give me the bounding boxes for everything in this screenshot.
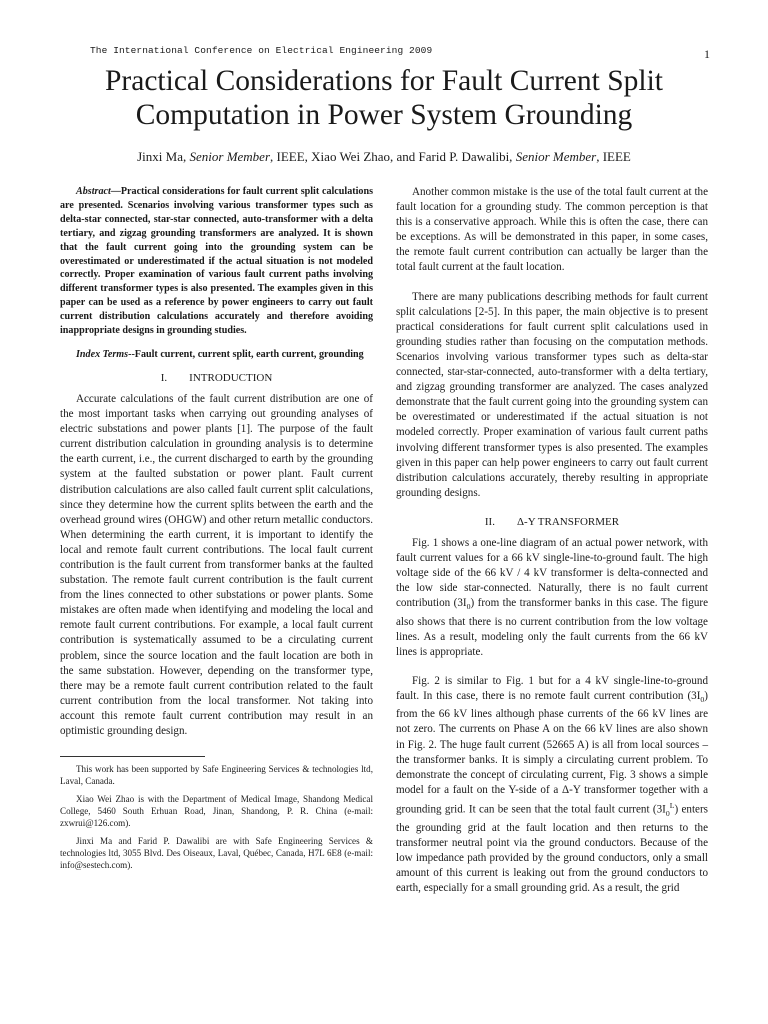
intro-paragraph: Accurate calculations of the fault current distribution are one of the most important tasks when carrying out grounding analyses of electric substations and power plants [1]. The purpose of the fault current distribution calculation in grounding analysis is to determine the earth current, i.e., the current discharged to earth by the grounding system at the faulted substation or power plant. Fault current distribution calculations are also called fault current split calculations, since they determine how the current splits between the earth and the overhead ground wires (OHGW) and other return metallic conductors. When determining the earth current, it is important to identify the local and remote fault current contributions. The local fault current contribution is the fault current from transformer banks at the faulted substation. The remote fault current contribution is the fault current from the lines connected to other substations or power plants. Some mistakes are often made when identifying and modeling the local and remote fault current contributions. For example, a local fault current contribution is systematically assumed to be a circulating current problem, since the source location and the fault location are both in the same substation. However, depending on the transformer type, there may be a remote fault current contribution related to the fault current contribution from the local transformer. Not taking into account this remote fault current contribution may result in an optimistic grounding design.	[60, 392, 373, 738]
subscript: 0	[466, 602, 471, 612]
footnote-author-zhao: Xiao Wei Zhao is with the Department of Medical Image, Shandong Medical College, 5460 South Erhuan Road, Jinan, Shandong, P. R. China (e-mail: zxwrui@126.com).	[60, 794, 373, 829]
section-heading-delta-y	[396, 515, 708, 530]
abstract-lead: Abstract	[76, 186, 111, 197]
index-terms-lead: Index Terms	[76, 348, 129, 360]
abstract	[60, 185, 373, 338]
footnote-rule	[60, 756, 205, 757]
author-3-org: , IEEE	[596, 149, 631, 164]
author-1-org: , IEEE	[270, 149, 305, 164]
body-paragraph	[396, 536, 708, 660]
section-number: II.	[484, 515, 495, 528]
page-number: 1	[704, 47, 710, 61]
section-title: Δ-Y TRANSFORMER	[516, 515, 620, 528]
body-paragraph: There are many publications describing methods for fault current split calculations [2-5]. In this paper, the main objective is to present practical considerations for fault current split calculations used in grounding studies rather than focusing on the computation methods. Scenarios involving various transformer types such as delta-star connected, star-star-connected, auto-transformer with a delta tertiary, and zigzag grounding transformer are analyzed. The cases analyzed demonstrate that the fault current going into the grounding system can be overestimated or underestimated if the actual situation is not modeled correctly. Proper examination of various fault current paths involving different transformer types is also presented. The examples given in this paper can help power engineers to carry out fault current distribution calculations accurately, thereby resulting in appropriate grounding designs.	[396, 290, 708, 499]
paper-title	[40, 64, 728, 132]
footnote-author-ma-dawalibi: Jinxi Ma and Farid P. Dawalibi are with Safe Engineering Services & technologies ltd, 3055 Blvd. Des Oiseaux, Laval, Québec, Canada, H7L 6E8 (e-mail: info@sestech.com).	[60, 836, 373, 871]
right-column	[396, 185, 708, 896]
conference-name: The International Conference on Electrical Engineering 2009	[90, 45, 433, 56]
section-heading-introduction	[60, 371, 373, 386]
index-terms-text: --Fault current, current split, earth current, grounding	[128, 348, 364, 360]
text-run: ) from the 66 kV lines although phase currents of the 66 kV lines are not zero. The currents on Phase A on the 66 kV lines are also shown in Fig. 2. The huge fault current (52665 A) is all from local sources – the transformer banks. It is simply a circulating current problem. To demonstrate the concept of circulating current, Fig. 3 shows a simple model for a fault on the Y-side of a Δ-Y transformer together with a grounding grid. It can be seen that the total fault current (3I	[396, 690, 708, 816]
author-others: , Xiao Wei Zhao, and Farid P. Dawalibi,	[304, 149, 516, 164]
section-title: INTRODUCTION	[189, 371, 273, 384]
superscript: L	[669, 800, 675, 810]
title-line-2: Computation in Power System Grounding	[135, 99, 633, 131]
author-3-grade: Senior Member	[515, 149, 597, 164]
text-run: Fig. 1 shows a one-line diagram of an actual power network, with fault current values for a 66 kV single-line-to-ground fault. The high voltage side of the 66 kV / 4 kV transformer is delta-connected and the low side star-connected. Naturally, there is no fault current contribution (3I	[396, 536, 708, 610]
text-run: Fig. 2 is similar to Fig. 1 but for a 4 kV single-line-to-ground fault. In this case, there is no remote fault current contribution (3I	[396, 674, 708, 703]
author-1-grade: Senior Member	[189, 149, 271, 164]
subscript: 0	[700, 695, 705, 705]
index-terms	[60, 348, 373, 362]
section-number: I.	[160, 371, 168, 384]
author-1: Jinxi Ma,	[137, 149, 190, 164]
running-header	[90, 45, 710, 61]
title-line-1: Practical Considerations for Fault Current Split	[105, 65, 663, 97]
body-paragraph: Another common mistake is the use of the total fault current at the fault location for a grounding study. The common perception is that this is a conservative approach. While this is often the case, there can be exceptions. As will be demonstrated in this paper, in some cases, the remote fault current contribution can actually be larger than the total fault current at the fault location.	[396, 186, 708, 274]
text-run: ) from the transformer banks in this case. The figure also shows that there is no current contribution from the low voltage lines. As a result, modeling only the fault currents from the 66 kV lines is appropriate.	[396, 597, 708, 658]
body-paragraph	[396, 674, 708, 896]
left-column	[60, 185, 373, 871]
footnote-funding: This work has been supported by Safe Engineering Services & technologies ltd, Laval, Canada.	[60, 764, 373, 787]
text-run: ) enters the grounding grid at the fault location and then returns to the transformer neutral point via the ground conductors. Because of the low impedance path provided by the ground conductors, only a small amount of this current is leaking out from the ground conductors to earth, especially for a small grounding grid. As a result, the grid	[396, 803, 708, 895]
abstract-text: —Practical considerations for fault current split calculations are presented. Scenarios involving various transformer types such as delta-star connected, star-star connected, auto-transformer with a delta tertiary, and zigzag grounding transformers are analyzed. It is shown that the fault current going into the grounding system can be overestimated or underestimated if the actual situation is not modeled correctly. Proper examination of various fault current paths involving different transformer types is also presented. The examples given in this paper can be used as a reference by power engineers to carry out fault current distribution calculations accurately and therefore avoiding inappropriate designs in grounding studies.	[60, 186, 373, 337]
author-line	[40, 149, 728, 165]
subscript: 0	[665, 808, 670, 818]
